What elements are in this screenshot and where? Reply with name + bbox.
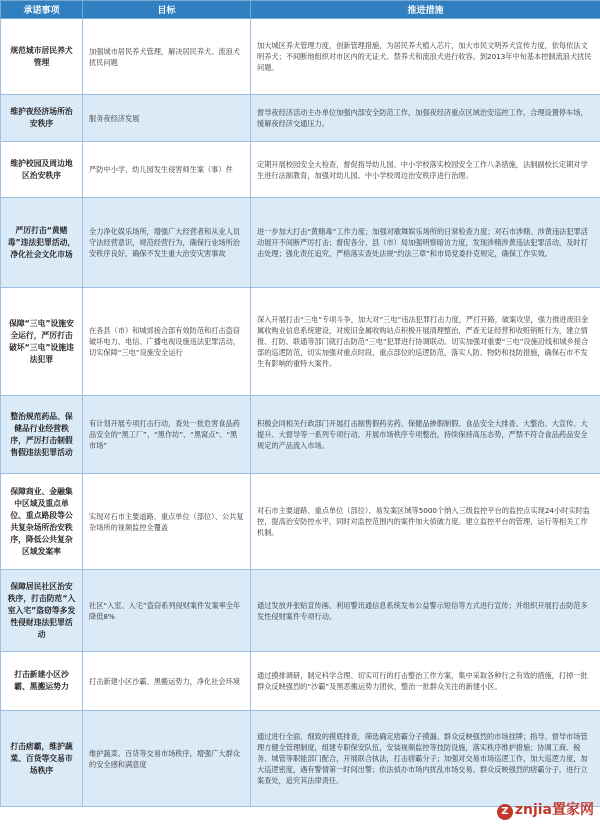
row-item: 保障居民社区治安秩序，打击防范“入室入宅”盗窃等多发性侵财违法犯罪活动 <box>1 570 83 652</box>
row-goal: 维护蔬菜、百货等交易市场秩序，增强广大群众的安全感和满意度 <box>83 711 251 807</box>
row-measures: 定期开展校园安全大检查，督促指导幼儿园、中小学校落实校园安全工作八条措施，法制副校长定期对学生进行法制教育，加强对幼儿园、中小学校周边治安秩序进行治理。 <box>251 142 600 198</box>
row-measures: 积极会同相关行政部门开展打击制售假药劣药、保健品掺假制假、食品安全大排查、大整治、大宣传、大提升、大督导等一系列专项行动。开展市场秩序专项整治，持续保持高压态势，严禁不符合食品药品安全规定的产品流入市场。 <box>251 396 600 474</box>
row-goal: 在各县（市）和城郊接合部有效防范和打击盗窃破坏电力、电信、广播电视设施违法犯罪活动，切实保障“三电”设施安全运行 <box>83 288 251 396</box>
row-measures: 深入开展打击“三电”专项斗争，加大对“三电”违法犯罪打击力度，严打开路，破案攻坚，强力推进废旧金属收购业信息系统建设，对废旧金属收购站点积极开展清理整治，严查无证经营和收赃销赃行为，建立情报、打防、联通等部门就打击防范“三电”犯罪进行协调联动。切实加强对重要“三电”设施沿线和城乡接合部的巡逻防范，切实加强对重点时段、重点部位的巡逻防范，落实人防、物防和技防措施，确保石市不发生有影响的重特大案件。 <box>251 288 600 396</box>
watermark-glyph: Z <box>497 804 513 820</box>
row-measures: 加大城区养犬管理力度，创新管理措施，为居民养犬植入芯片，加大市民文明养犬宣传力度，依每依法文明养犬；不间断地组织对市区内的无证犬、禁养犬和流浪犬进行收容。到2013年中旬基本控制流浪犬扰民问题。 <box>251 19 600 95</box>
row-measures: 对石市主要道路、重点单位（部位）、易发案区域等5000个纳入三级监控平台的监控点实现24小时实时监控，提高治安防控水平，同时对监控范围内的案件加大侦破力度。建立监控平台的管理、运行等相关工作机制。 <box>251 474 600 570</box>
table-header-row <box>1 1 600 19</box>
table-row <box>1 198 600 288</box>
row-measures: 通过发放并张贴宣传画、利用警讯通信息系统发布公益警示短信等方式进行宣传；并组织开展打击防范多发性侵财案件专项行动。 <box>251 570 600 652</box>
row-item: 维护夜经济场所治安秩序 <box>1 95 83 142</box>
row-item: 打击新建小区沙霸、黑搬运势力 <box>1 652 83 711</box>
row-item: 维护校园及周边地区治安秩序 <box>1 142 83 198</box>
table-row <box>1 142 600 198</box>
header-measures: 推进措施 <box>251 1 600 19</box>
row-item: 打击痞霸，维护蔬菜、百货等交易市场秩序 <box>1 711 83 807</box>
header-item: 承诺事项 <box>1 1 83 19</box>
table-row <box>1 288 600 396</box>
row-goal: 有计划开展专项打击行动，查处一批危害食品药品安全的“黑工厂”、“黑作坊”、“黑窝点”、“黑市场” <box>83 396 251 474</box>
table-row <box>1 711 600 807</box>
table-row <box>1 396 600 474</box>
row-goal: 社区“入室、入宅”盗窃系列侵财案件发案率全年降低8% <box>83 570 251 652</box>
row-item: 严厉打击“黄赌毒”违法犯罪活动，净化社会文化市场 <box>1 198 83 288</box>
watermark-suffix: 置家网 <box>552 802 594 818</box>
row-item: 保障“三电”设施安全运行，严厉打击破坏“三电”设施违法犯罪 <box>1 288 83 396</box>
row-goal: 实现对石市主要道路、重点单位（部位）、公共复杂场所的视频监控全覆盖 <box>83 474 251 570</box>
row-item: 整治规范药品、保健品行业经营秩序，严厉打击制假售假违法犯罪活动 <box>1 396 83 474</box>
table-row <box>1 95 600 142</box>
table-row <box>1 652 600 711</box>
row-goal: 严防中小学、幼儿园发生侵害师生案（事）件 <box>83 142 251 198</box>
row-goal: 服务夜经济发展 <box>83 95 251 142</box>
table-row <box>1 474 600 570</box>
row-measures: 通过摸排调研，制定科学合理、切实可行的打击整治工作方案，集中采取各种行之有效的措施，打掉一批群众反映强烈的“沙霸”及黑恶搬运势力团伙，整治一批群众关注的新建小区。 <box>251 652 600 711</box>
table-row <box>1 19 600 95</box>
row-goal: 加强城市居民养犬管理，解决居民养犬、流浪犬扰民问题 <box>83 19 251 95</box>
row-item: 规范城市居民养犬管理 <box>1 19 83 95</box>
watermark-logo <box>497 799 594 820</box>
row-measures: 通过进行全面、细致的摸底排查，筛选确定痞霸分子摸漏、群众反映强烈的市场挂牌；指导、督导市场管理方健全管理制度，组建专职保安队伍，安装视频监控等技防设施，落实秩序维护措施；协调工商、税务、城管等职能部门配合，开展联合执法，打击痞霸分子；加强对交易市场巡逻工作，加大巡逻力度，加大巡逻密度，遇有警情第一时间出警；依法侦办市场内扰乱市场交易、群众反映强烈的痞霸分子，进行立案查处，追究其法律责任。 <box>251 711 600 807</box>
watermark-text: znjia <box>514 802 552 818</box>
row-measures: 进一步加大打击“黄赌毒”工作力度；加强对歌舞娱乐场所的日常检查力度；对石市涉赌、涉黄违法犯罪活动展开不间断严厉打击；督促各分、县（市）局加强明察暗访力度，发现涉赌涉黄违法犯罪活动，及时打击处理；强化责任追究，严格落实查处法规“约法三章”和市局党委扑克规定，确保工作实效。 <box>251 198 600 288</box>
row-measures: 督导夜经济活动主办单位加强内部安全防范工作，加强夜经济重点区域治安巡控工作，合理设置停车场，缓解夜经济交通压力。 <box>251 95 600 142</box>
row-goal: 打击新建小区沙霸、黑搬运势力，净化社会环境 <box>83 652 251 711</box>
row-goal: 全力净化娱乐场所，增强广大经营者和从业人员守法经营意识，规范经营行为，确保行业场所治安秩序良好，确保不发生重大治安灾害事故 <box>83 198 251 288</box>
table-row <box>1 570 600 652</box>
row-item: 保障商业、金融集中区域及重点单位、重点路段等公共复杂场所治安秩序，降低公共复杂区域发案率 <box>1 474 83 570</box>
header-goal: 目标 <box>83 1 251 19</box>
